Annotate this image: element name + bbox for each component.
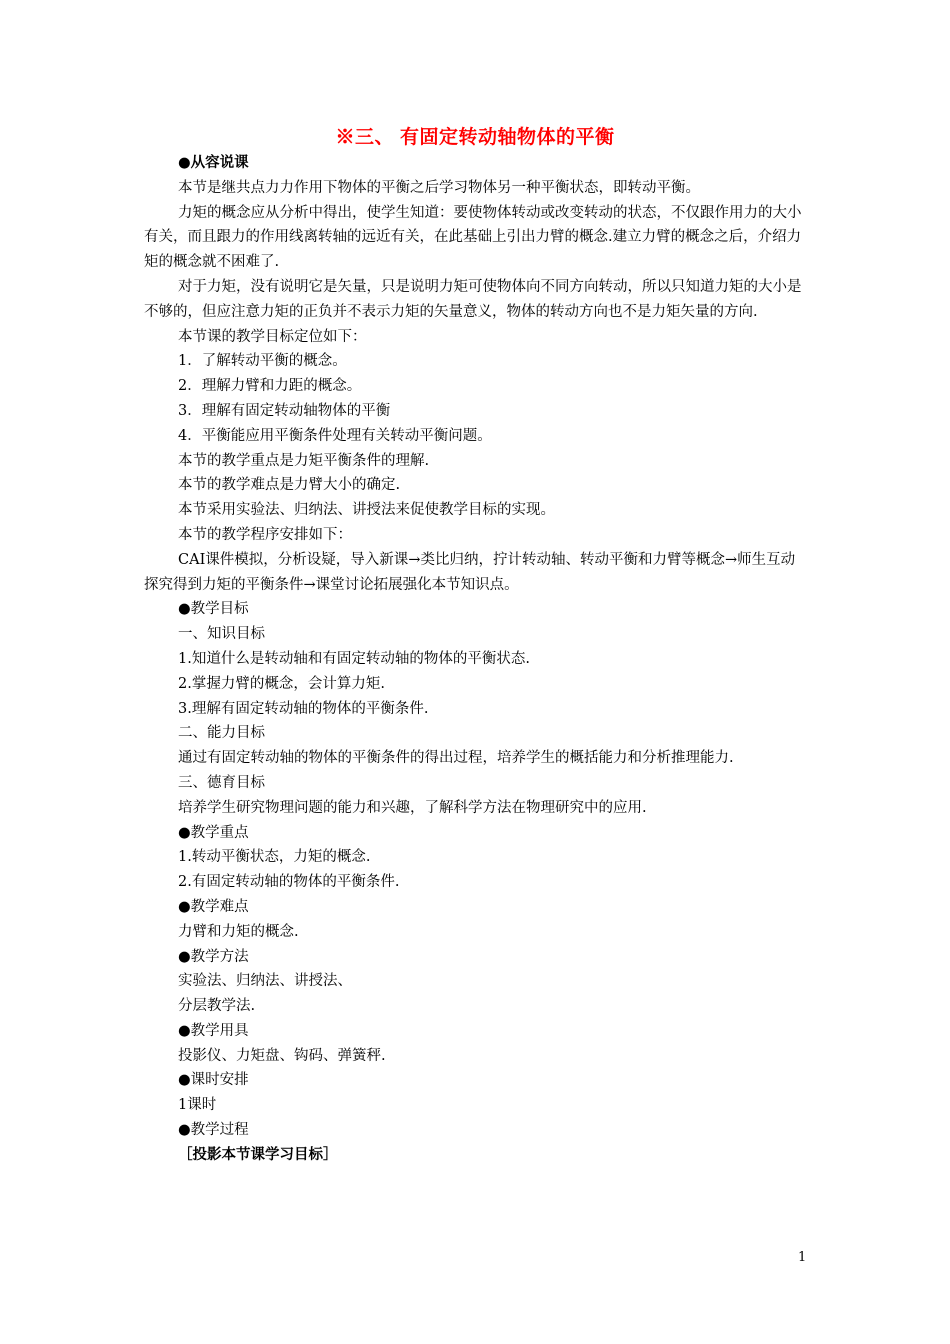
page-title: [0, 122, 950, 149]
subheading: 三、德育目标: [178, 774, 265, 791]
section-heading-schedule: ● 课时安排: [144, 1068, 806, 1093]
paragraph: 力臂和力矩的概念.: [178, 923, 299, 940]
goal-item: 2．理解力臂和力距的概念。: [178, 378, 362, 395]
paragraph: 通过有固定转动轴的物体的平衡条件的得出过程，培养学生的概括能力和分析推理能力.: [178, 750, 734, 767]
list-item: 分层教学法.: [178, 998, 256, 1015]
section-heading-difficulty: ● 教学难点: [144, 895, 806, 920]
paragraph: CAI课件模拟，分析设疑，导入新课→类比归纳，拧计转动轴、转动平衡和力臂等概念→师生互动探究得到力矩的平衡条件→课堂讨论拓展强化本节知识点。: [144, 551, 796, 593]
document-body: [144, 151, 806, 1168]
subheading: 二、能力目标: [178, 725, 265, 742]
list-item: 1.转动平衡状态，力矩的概念.: [178, 849, 371, 866]
list-item: 3.理解有固定转动轴的物体的平衡条件.: [178, 700, 429, 717]
section-heading-intro: ● 从容说课: [144, 151, 806, 176]
section-heading-key-points: ● 教学重点: [144, 821, 806, 846]
list-item: 1.知道什么是转动轴和有固定转动轴的物体的平衡状态.: [178, 650, 530, 667]
section-heading-process: ● 教学过程: [144, 1118, 806, 1143]
list-item: 2.有固定转动轴的物体的平衡条件.: [178, 874, 400, 891]
title-text: 有固定转动轴物体的平衡: [400, 126, 615, 148]
list-item: 2.掌握力臂的概念，会计算力矩.: [178, 675, 385, 692]
section-heading-methods: ● 教学方法: [144, 945, 806, 970]
title-section-mark: ※三、: [335, 126, 394, 148]
page-number: 1: [798, 1250, 807, 1265]
section-heading-tools: ● 教学用具: [144, 1019, 806, 1044]
goal-item: 3．理解有固定转动轴物体的平衡: [178, 402, 391, 419]
paragraph: 投影仪、力矩盘、钩码、弹簧秤.: [178, 1047, 386, 1064]
paragraph: 对于力矩，没有说明它是矢量，只是说明力矩可使物体向不同方向转动，所以只知道力矩的大小是不够的，但应注意力矩的正负并不表示力矩的矢量意义，物体的转动方向也不是力矩矢量的方向.: [144, 278, 802, 320]
goal-item: 4．平衡能应用平衡条件处理有关转动平衡问题。: [178, 427, 492, 444]
paragraph: 本节课的教学目标定位如下：: [178, 328, 367, 345]
paragraph: 本节的教学难点是力臂大小的确定.: [178, 477, 401, 494]
projection-note: ［投影本节课学习目标］: [178, 1145, 338, 1163]
section-heading-objectives: ● 教学目标: [144, 597, 806, 622]
paragraph: 1课时: [178, 1097, 217, 1114]
paragraph: 本节的教学程序安排如下：: [178, 526, 352, 543]
goal-item: 1．了解转动平衡的概念。: [178, 353, 347, 370]
paragraph: 本节采用实验法、归纳法、讲授法来促使教学目标的实现。: [178, 502, 555, 519]
list-item: 实验法、归纳法、讲授法、: [178, 973, 352, 990]
paragraph: 本节是继共点力力作用下物体的平衡之后学习物体另一种平衡状态，即转动平衡。: [178, 179, 700, 196]
subheading: 一、知识目标: [178, 626, 265, 643]
paragraph: 培养学生研究物理问题的能力和兴趣，了解科学方法在物理研究中的应用.: [178, 799, 647, 816]
paragraph: 力矩的概念应从分析中得出，使学生知道：要使物体转动或改变转动的状态，不仅跟作用力的大小有关，而且跟力的作用线离转轴的远近有关，在此基础上引出力臂的概念.建立力臂的概念之后，介绍力矩的概念就不困难了.: [144, 204, 802, 271]
paragraph: 本节的教学重点是力矩平衡条件的理解.: [178, 452, 430, 469]
